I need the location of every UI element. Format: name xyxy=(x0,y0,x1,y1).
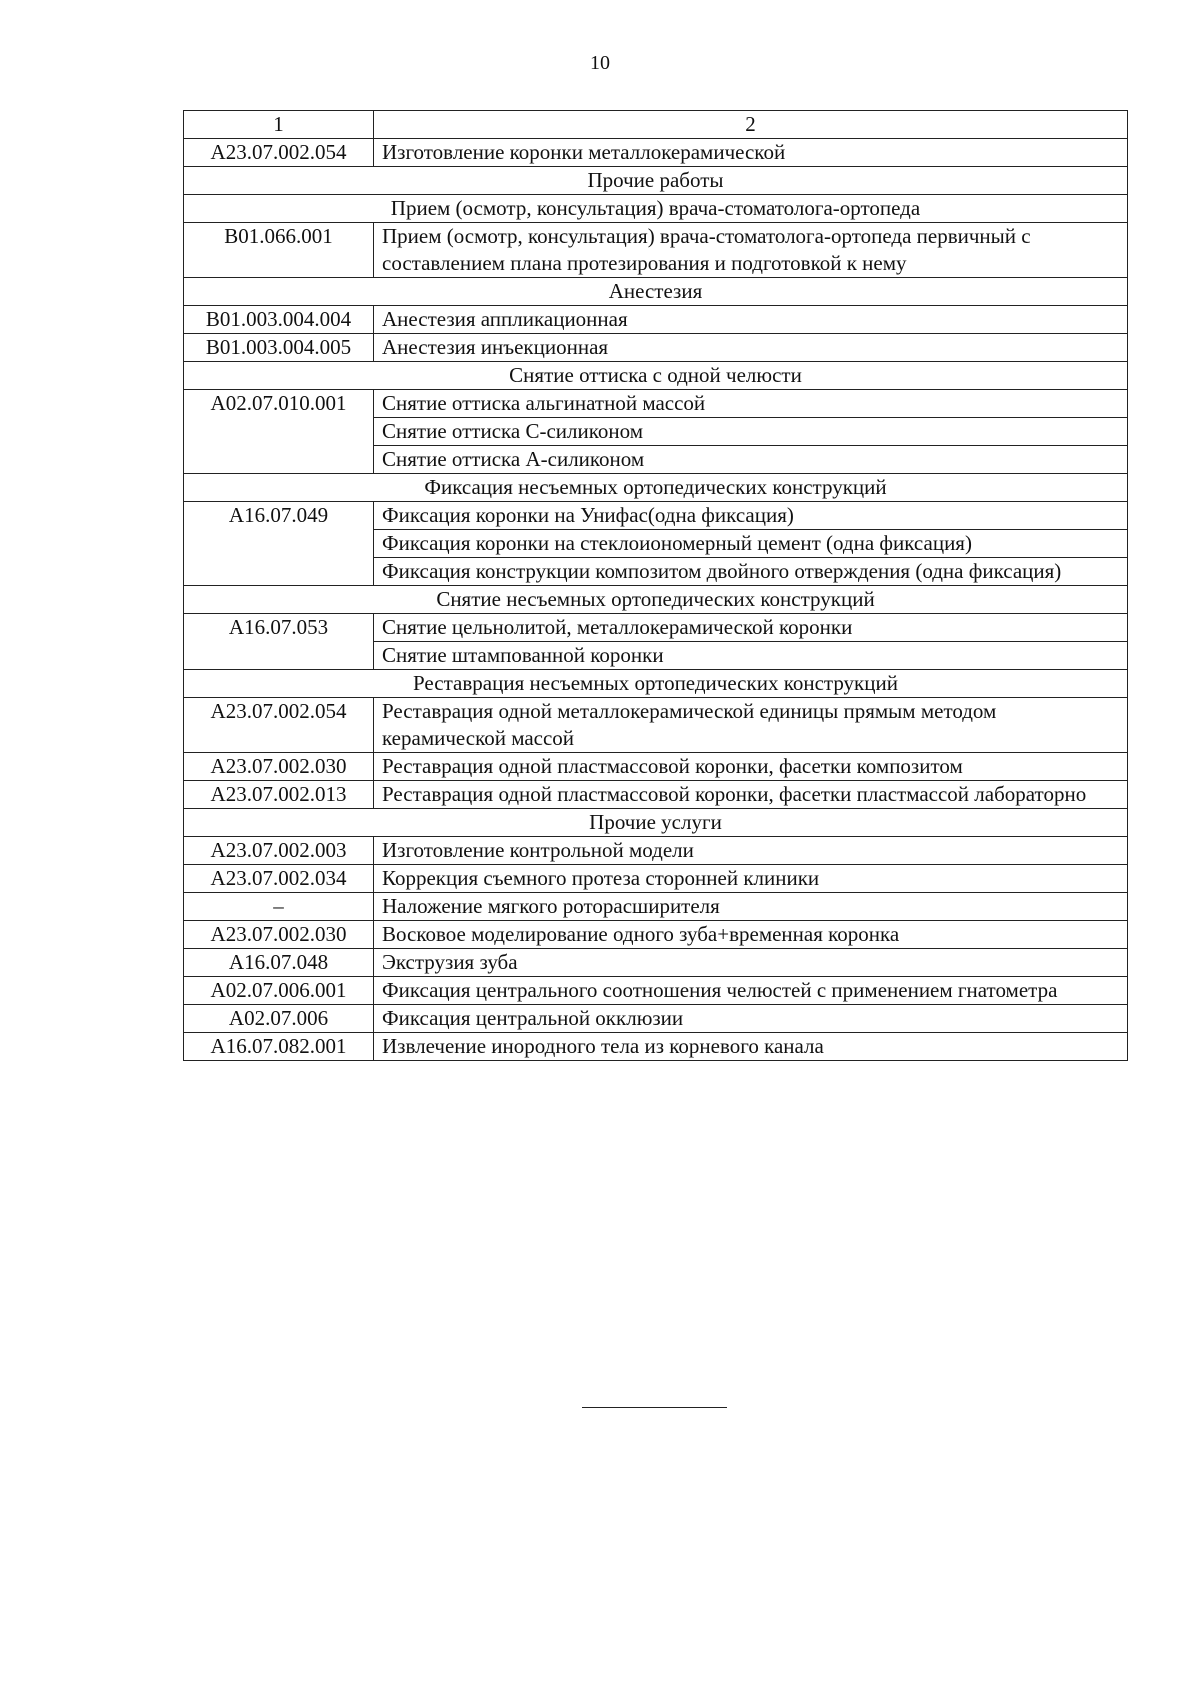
service-code: A23.07.002.030 xyxy=(184,753,374,781)
service-description: Реставрация одной пластмассовой коронки, фасетки композитом xyxy=(374,753,1128,781)
service-code: A16.07.049 xyxy=(184,502,374,586)
section-row xyxy=(184,195,1128,223)
section-heading: Снятие оттиска с одной челюсти xyxy=(184,362,1128,390)
section-row xyxy=(184,670,1128,698)
service-code: A02.07.006.001 xyxy=(184,977,374,1005)
section-heading: Прием (осмотр, консультация) врача-стоматолога-ортопеда xyxy=(184,195,1128,223)
table-row xyxy=(184,865,1128,893)
service-code: A23.07.002.054 xyxy=(184,698,374,753)
table-row xyxy=(184,139,1128,167)
service-code: A16.07.082.001 xyxy=(184,1033,374,1061)
section-row xyxy=(184,474,1128,502)
service-description: Извлечение инородного тела из корневого канала xyxy=(374,1033,1128,1061)
service-description: Коррекция съемного протеза сторонней клиники xyxy=(374,865,1128,893)
service-description: Снятие цельнолитой, металлокерамической коронки xyxy=(374,614,1128,642)
service-description: Снятие оттиска С-силиконом xyxy=(374,418,1128,446)
services-table xyxy=(183,110,1128,1061)
service-description: Снятие оттиска альгинатной массой xyxy=(374,390,1128,418)
services-table-body xyxy=(184,111,1128,1061)
service-description: Изготовление контрольной модели xyxy=(374,837,1128,865)
column-header-description: 2 xyxy=(374,111,1128,139)
service-description: Снятие оттиска А-силиконом xyxy=(374,446,1128,474)
service-code: A16.07.053 xyxy=(184,614,374,670)
service-code: A02.07.006 xyxy=(184,1005,374,1033)
table-row xyxy=(184,390,1128,418)
service-description: Прием (осмотр, консультация) врача-стоматолога-ортопеда первичный с составлением плана протезирования и подготовкой к нему xyxy=(374,223,1128,278)
service-code: A23.07.002.030 xyxy=(184,921,374,949)
service-description: Восковое моделирование одного зуба+временная коронка xyxy=(374,921,1128,949)
service-description: Экструзия зуба xyxy=(374,949,1128,977)
service-code: A23.07.002.054 xyxy=(184,139,374,167)
table-row xyxy=(184,698,1128,753)
section-heading: Прочие услуги xyxy=(184,809,1128,837)
section-heading: Прочие работы xyxy=(184,167,1128,195)
service-description: Реставрация одной пластмассовой коронки, фасетки пластмассой лабораторно xyxy=(374,781,1128,809)
service-code: – xyxy=(184,893,374,921)
service-description: Фиксация конструкции композитом двойного отверждения (одна фиксация) xyxy=(374,558,1128,586)
service-description: Наложение мягкого роторасширителя xyxy=(374,893,1128,921)
table-row xyxy=(184,1033,1128,1061)
end-divider xyxy=(582,1407,727,1408)
service-code: A23.07.002.034 xyxy=(184,865,374,893)
service-description: Фиксация центрального соотношения челюстей с применением гнатометра xyxy=(374,977,1128,1005)
service-code: A16.07.048 xyxy=(184,949,374,977)
table-row xyxy=(184,1005,1128,1033)
section-heading: Снятие несъемных ортопедических конструкций xyxy=(184,586,1128,614)
service-description: Фиксация коронки на стеклоиономерный цемент (одна фиксация) xyxy=(374,530,1128,558)
table-row xyxy=(184,949,1128,977)
table-row xyxy=(184,921,1128,949)
service-description: Изготовление коронки металлокерамической xyxy=(374,139,1128,167)
section-row xyxy=(184,809,1128,837)
table-row xyxy=(184,223,1128,278)
table-row xyxy=(184,614,1128,642)
table-row xyxy=(184,893,1128,921)
section-heading: Анестезия xyxy=(184,278,1128,306)
service-code: B01.003.004.005 xyxy=(184,334,374,362)
service-code: B01.003.004.004 xyxy=(184,306,374,334)
table-header-row xyxy=(184,111,1128,139)
section-row xyxy=(184,586,1128,614)
section-row xyxy=(184,362,1128,390)
table-row xyxy=(184,306,1128,334)
service-description: Реставрация одной металлокерамической единицы прямым методом керамической массой xyxy=(374,698,1128,753)
table-row xyxy=(184,334,1128,362)
table-row xyxy=(184,753,1128,781)
service-description: Фиксация центральной окклюзии xyxy=(374,1005,1128,1033)
service-code: A02.07.010.001 xyxy=(184,390,374,474)
service-description: Снятие штампованной коронки xyxy=(374,642,1128,670)
section-heading: Реставрация несъемных ортопедических конструкций xyxy=(184,670,1128,698)
section-heading: Фиксация несъемных ортопедических конструкций xyxy=(184,474,1128,502)
service-code: A23.07.002.003 xyxy=(184,837,374,865)
table-row xyxy=(184,502,1128,530)
service-code: B01.066.001 xyxy=(184,223,374,278)
service-description: Фиксация коронки на Унифас(одна фиксация) xyxy=(374,502,1128,530)
table-row xyxy=(184,837,1128,865)
column-header-code: 1 xyxy=(184,111,374,139)
table-row xyxy=(184,977,1128,1005)
section-row xyxy=(184,167,1128,195)
service-code: A23.07.002.013 xyxy=(184,781,374,809)
service-description: Анестезия аппликационная xyxy=(374,306,1128,334)
service-description: Анестезия инъекционная xyxy=(374,334,1128,362)
section-row xyxy=(184,278,1128,306)
table-row xyxy=(184,781,1128,809)
page-number: 10 xyxy=(590,52,610,74)
